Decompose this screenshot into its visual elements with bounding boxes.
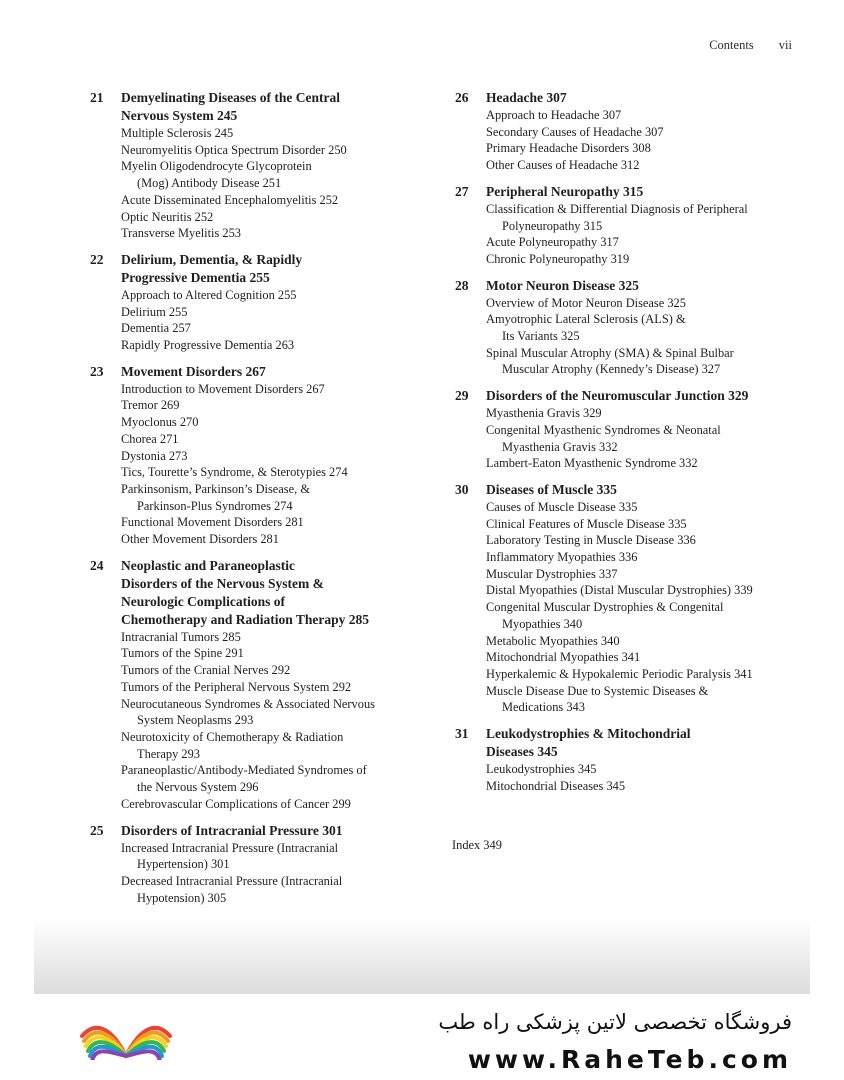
toc-right-column xyxy=(455,89,800,804)
toc-entry[interactable] xyxy=(121,304,420,321)
toc-entry[interactable] xyxy=(121,142,420,159)
toc-entry[interactable] xyxy=(486,295,800,312)
toc-entry[interactable] xyxy=(486,566,800,583)
toc-entry[interactable] xyxy=(121,645,420,662)
entry-continuation: Its Variants 325 xyxy=(502,329,580,344)
chapter-27 xyxy=(455,183,800,268)
toc-entry[interactable] xyxy=(121,397,420,414)
entry-text: Acute Disseminated Encephalomyelitis 252 xyxy=(121,192,339,207)
chapter-body xyxy=(486,277,800,379)
toc-entry[interactable] xyxy=(121,796,420,813)
chapter-title[interactable]: Diseases 345 xyxy=(486,744,558,760)
entry-continuation: Hypotension) 305 xyxy=(137,890,227,905)
chapter-number: 28 xyxy=(455,277,469,293)
toc-entry[interactable] xyxy=(121,125,420,142)
entry-text: Laboratory Testing in Muscle Disease 336 xyxy=(486,533,696,548)
entry-text: Chronic Polyneuropathy 319 xyxy=(486,251,630,266)
entry-text: Congenital Muscular Dystrophies & Congenital xyxy=(486,600,724,615)
entry-text: Rapidly Progressive Dementia 263 xyxy=(121,338,295,353)
entry-continuation: the Nervous System 296 xyxy=(137,780,259,795)
chapter-number: 26 xyxy=(455,90,469,105)
toc-entry[interactable] xyxy=(486,633,800,650)
entry-text: Causes of Muscle Disease 335 xyxy=(486,499,638,514)
toc-entry[interactable] xyxy=(121,840,420,873)
page-bottom-fade xyxy=(34,918,810,994)
toc-entry[interactable] xyxy=(486,778,800,795)
toc-entry[interactable] xyxy=(121,337,420,354)
entry-text: Intracranial Tumors 285 xyxy=(121,629,241,644)
chapter-25 xyxy=(90,822,420,907)
entry-text: Delirium 255 xyxy=(121,304,188,319)
entry-text: Mitochondrial Diseases 345 xyxy=(486,778,626,793)
chapter-30 xyxy=(455,481,800,716)
toc-entry[interactable] xyxy=(121,679,420,696)
entry-continuation: Myasthenia Gravis 332 xyxy=(502,439,618,454)
chapter-26 xyxy=(455,89,800,174)
toc-entry[interactable] xyxy=(486,582,800,599)
chapter-body xyxy=(486,481,800,716)
toc-entry[interactable] xyxy=(486,234,800,251)
chapter-title[interactable]: Headache 307 xyxy=(486,90,567,105)
entry-text: Spinal Muscular Atrophy (SMA) & Spinal Bulbar xyxy=(486,345,734,360)
entry-text: Tumors of the Spine 291 xyxy=(121,646,244,661)
entry-text: Muscle Disease Due to Systemic Diseases & xyxy=(486,683,709,698)
toc-entry[interactable] xyxy=(121,209,420,226)
chapter-title[interactable]: Delirium, Dementia, & Rapidly xyxy=(121,251,303,267)
toc-entry[interactable] xyxy=(121,158,420,191)
entry-text: Clinical Features of Muscle Disease 335 xyxy=(486,516,687,531)
chapter-number: 21 xyxy=(90,90,104,105)
entry-text: Distal Myopathies (Distal Muscular Dystrophies) 339 xyxy=(486,583,753,598)
entry-text: Myasthenia Gravis 329 xyxy=(486,406,602,421)
chapter-number: 24 xyxy=(90,557,104,573)
chapter-title[interactable]: Leukodystrophies & Mitochondrial xyxy=(486,726,691,742)
index-entry[interactable]: Index 349 xyxy=(452,838,502,852)
toc-entry[interactable] xyxy=(486,761,800,778)
chapter-23 xyxy=(90,363,420,548)
chapter-29 xyxy=(455,387,800,472)
toc-entry[interactable] xyxy=(486,666,800,683)
chapter-title[interactable]: Demyelinating Diseases of the Central xyxy=(121,90,340,105)
chapter-title[interactable]: Nervous System 245 xyxy=(121,108,238,123)
entry-text: Paraneoplastic/Antibody-Mediated Syndromes of xyxy=(121,763,367,778)
toc-entry[interactable] xyxy=(486,311,800,344)
chapter-number: 25 xyxy=(90,822,104,838)
chapter-number: 27 xyxy=(455,183,469,199)
entry-text: Classification & Differential Diagnosis of Peripheral xyxy=(486,201,748,216)
chapter-title[interactable]: Chemotherapy and Radiation Therapy 285 xyxy=(121,611,370,627)
entry-text: Hyperkalemic & Hypokalemic Periodic Paralysis 341 xyxy=(486,666,753,681)
entry-text: Tumors of the Peripheral Nervous System 292 xyxy=(121,679,352,694)
entry-text: Inflammatory Myopathies 336 xyxy=(486,550,638,565)
chapter-body xyxy=(121,89,420,242)
entry-text: Primary Headache Disorders 308 xyxy=(486,141,651,156)
chapter-number: 29 xyxy=(455,388,469,404)
chapter-number: 30 xyxy=(455,481,469,497)
entry-continuation: Parkinson-Plus Syndromes 274 xyxy=(137,498,293,513)
entry-text: Other Causes of Headache 312 xyxy=(486,158,640,173)
toc-entry[interactable] xyxy=(486,499,800,516)
toc-entry[interactable] xyxy=(121,287,420,304)
toc-entry[interactable] xyxy=(486,649,800,666)
entry-text: Overview of Motor Neuron Disease 325 xyxy=(486,295,686,310)
entry-text: Tics, Tourette’s Syndrome, & Sterotypies 274 xyxy=(121,465,348,480)
toc-entry[interactable] xyxy=(486,455,800,472)
toc-entry[interactable] xyxy=(121,381,420,398)
chapter-title[interactable]: Diseases of Muscle 335 xyxy=(486,481,617,497)
entry-text: Tumors of the Cranial Nerves 292 xyxy=(121,663,291,678)
shop-name: فروشگاه تخصصی لاتین پزشکی راه طب xyxy=(438,1010,792,1034)
toc-entry[interactable] xyxy=(486,140,800,157)
running-header xyxy=(709,38,792,53)
toc-entry[interactable] xyxy=(486,405,800,422)
entry-text: Parkinsonism, Parkinson’s Disease, & xyxy=(121,481,310,496)
toc-entry[interactable] xyxy=(486,683,800,716)
toc-entry[interactable] xyxy=(121,464,420,481)
entry-text: Congenital Myasthenic Syndromes & Neonatal xyxy=(486,422,721,437)
entry-text: Acute Polyneuropathy 317 xyxy=(486,235,619,250)
entry-continuation: Medications 343 xyxy=(502,700,585,715)
chapter-body xyxy=(121,363,420,548)
toc-entry[interactable] xyxy=(486,532,800,549)
chapter-title[interactable]: Neoplastic and Paraneoplastic xyxy=(121,557,295,573)
chapter-number: 31 xyxy=(455,726,469,742)
entry-text: Functional Movement Disorders 281 xyxy=(121,515,304,530)
entry-continuation: Myopathies 340 xyxy=(502,616,583,631)
entry-continuation: Hypertension) 301 xyxy=(137,857,230,872)
toc-entry[interactable] xyxy=(486,251,800,268)
entry-text: Tremor 269 xyxy=(121,398,180,413)
entry-continuation: Muscular Atrophy (Kennedy’s Disease) 327 xyxy=(502,362,721,377)
entry-text: Neurotoxicity of Chemotherapy & Radiation xyxy=(121,729,344,744)
entry-text: Approach to Headache 307 xyxy=(486,108,622,122)
toc-entry[interactable] xyxy=(121,431,420,448)
book-logo-icon xyxy=(78,1012,174,1060)
entry-text: Increased Intracranial Pressure (Intracranial xyxy=(121,840,339,855)
toc-entry[interactable] xyxy=(121,531,420,548)
entry-text: Myelin Oligodendrocyte Glycoprotein xyxy=(121,159,312,174)
entry-text: Secondary Causes of Headache 307 xyxy=(486,124,664,139)
toc-entry[interactable] xyxy=(486,516,800,533)
chapter-body xyxy=(486,183,800,268)
entry-text: Multiple Sclerosis 245 xyxy=(121,126,234,140)
chapter-22 xyxy=(90,251,420,354)
chapter-28 xyxy=(455,277,800,379)
entry-text: Dementia 257 xyxy=(121,321,191,336)
entry-text: Myoclonus 270 xyxy=(121,415,199,430)
chapter-body xyxy=(121,557,420,813)
toc-entry[interactable] xyxy=(121,514,420,531)
toc-entry[interactable] xyxy=(121,729,420,762)
website-url[interactable]: www.RaheTeb.com xyxy=(467,1045,792,1074)
entry-text: Leukodystrophies 345 xyxy=(486,762,597,777)
toc-entry[interactable] xyxy=(486,157,800,174)
chapter-body xyxy=(121,251,420,354)
chapter-body xyxy=(486,387,800,472)
toc-entry[interactable] xyxy=(121,448,420,465)
chapter-number: 22 xyxy=(90,251,104,267)
chapter-body xyxy=(121,822,420,907)
entry-text: Lambert-Eaton Myasthenic Syndrome 332 xyxy=(486,456,698,471)
chapter-title[interactable]: Movement Disorders 267 xyxy=(121,363,266,379)
entry-text: Metabolic Myopathies 340 xyxy=(486,633,620,648)
toc-entry[interactable] xyxy=(121,414,420,431)
toc-entry[interactable] xyxy=(486,107,800,124)
toc-entry[interactable] xyxy=(486,599,800,632)
entry-text: Optic Neuritis 252 xyxy=(121,209,214,224)
chapter-title[interactable]: Progressive Dementia 255 xyxy=(121,269,270,285)
chapter-body xyxy=(486,725,800,794)
chapter-title[interactable]: Neurologic Complications of xyxy=(121,593,285,609)
header-title: Contents xyxy=(709,38,754,52)
entry-text: Muscular Dystrophies 337 xyxy=(486,566,618,581)
entry-text: Cerebrovascular Complications of Cancer 299 xyxy=(121,796,351,811)
entry-continuation: (Mog) Antibody Disease 251 xyxy=(137,176,282,191)
chapter-title[interactable]: Peripheral Neuropathy 315 xyxy=(486,183,644,199)
chapter-body xyxy=(486,89,800,174)
entry-text: Chorea 271 xyxy=(121,431,179,446)
chapter-21 xyxy=(90,89,420,242)
entry-text: Introduction to Movement Disorders 267 xyxy=(121,381,325,396)
toc-entry[interactable] xyxy=(121,762,420,795)
chapter-24 xyxy=(90,557,420,813)
entry-text: Mitochondrial Myopathies 341 xyxy=(486,650,641,665)
chapter-number: 23 xyxy=(90,363,104,379)
chapter-title[interactable]: Disorders of the Nervous System & xyxy=(121,575,324,591)
toc-entry[interactable] xyxy=(121,481,420,514)
toc-entry[interactable] xyxy=(121,320,420,337)
entry-text: Dystonia 273 xyxy=(121,448,188,463)
entry-continuation: System Neoplasms 293 xyxy=(137,713,254,728)
toc-entry[interactable] xyxy=(486,201,800,234)
toc-entry[interactable] xyxy=(121,662,420,679)
chapter-31 xyxy=(455,725,800,794)
toc-entry[interactable] xyxy=(486,124,800,141)
entry-text: Neurocutaneous Syndromes & Associated Nervous xyxy=(121,696,375,711)
entry-text: Approach to Altered Cognition 255 xyxy=(121,287,297,302)
entry-text: Neuromyelitis Optica Spectrum Disorder 250 xyxy=(121,142,347,157)
chapter-title[interactable]: Motor Neuron Disease 325 xyxy=(486,277,639,293)
entry-text: Transverse Myelitis 253 xyxy=(121,226,242,241)
toc-entry[interactable] xyxy=(486,422,800,455)
chapter-title[interactable]: Disorders of Intracranial Pressure 301 xyxy=(121,822,343,838)
chapter-title[interactable]: Disorders of the Neuromuscular Junction 329 xyxy=(486,388,749,404)
page-number: vii xyxy=(778,38,792,52)
entry-continuation: Polyneuropathy 315 xyxy=(502,218,603,233)
toc-entry[interactable] xyxy=(121,629,420,646)
entry-continuation: Therapy 293 xyxy=(137,746,200,761)
toc-entry[interactable] xyxy=(486,345,800,378)
entry-text: Other Movement Disorders 281 xyxy=(121,532,279,547)
toc-entry[interactable] xyxy=(121,873,420,906)
entry-text: Decreased Intracranial Pressure (Intracranial xyxy=(121,873,343,888)
toc-entry[interactable] xyxy=(121,225,420,242)
toc-left-column xyxy=(90,89,420,915)
toc-entry[interactable] xyxy=(121,192,420,209)
entry-text: Amyotrophic Lateral Sclerosis (ALS) & xyxy=(486,312,686,327)
toc-entry[interactable] xyxy=(486,549,800,566)
toc-entry[interactable] xyxy=(121,696,420,729)
